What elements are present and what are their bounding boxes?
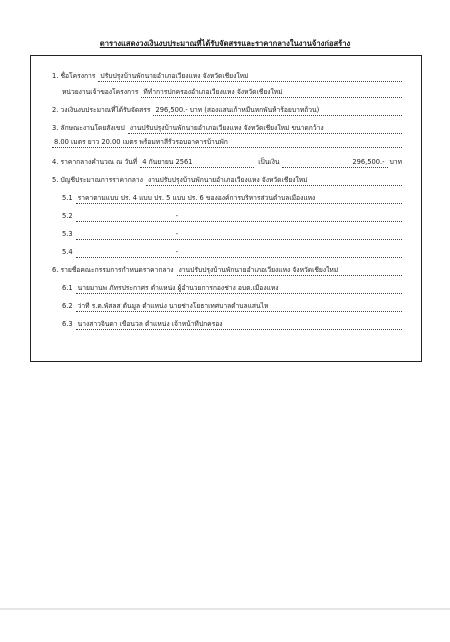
committee-6-1-value: นายมานพ ภัทรประกาศร ตำแหน่ง ผู้อำนวยการกองช่าง อบต.เมืองแหง	[76, 284, 402, 294]
scan-bottom-edge	[0, 608, 450, 610]
estimate-item-5-3	[62, 228, 402, 240]
median-price-unit: บาท	[389, 158, 402, 166]
work-description-value-2: 8.00 เมตร ยาว 20.00 เมตร พร้อมทาสีรั้วรอบอาคารบ้านพัก	[52, 138, 402, 148]
committee-6-2-value: ว่าที่ ร.ต.พัสลส ตั้นมูล ตำแหน่ง นายช่างโยธาเทศบาลตำบลแสนไห	[76, 302, 402, 312]
form-frame	[30, 55, 422, 362]
project-name-label: 1. ชื่อโครงการ	[52, 72, 96, 80]
committee-row	[52, 264, 402, 276]
committee-member-6-1	[62, 282, 402, 294]
project-name-value: ปรับปรุงบ้านพักนายอำเภอเวียงแหง จังหวัดเชียงใหม่	[98, 72, 402, 82]
work-description-row-2	[52, 138, 402, 150]
median-price-row	[52, 156, 402, 168]
estimate-5-4-label: 5.4	[62, 248, 73, 256]
budget-row	[52, 104, 402, 116]
estimate-5-1-value: ราคาตามแบบ ปร. 4 แบบ ปร. 5 แบบ ปร. 6 ขององค์การบริหารส่วนตำบลเมืองแหง	[76, 194, 402, 204]
committee-member-6-2	[62, 300, 402, 312]
median-price-amount: 296,500.-	[282, 158, 387, 168]
project-owner-value: ที่ทำการปกครองอำเภอเวียงแหง จังหวัดเชียงใหม่	[141, 88, 402, 98]
budget-value: 296,500.- บาท (สองแสนเก้าหมื่นหกพันห้าร้อยบาทถ้วน)	[153, 106, 402, 116]
estimate-5-1-label: 5.1	[62, 194, 73, 202]
median-price-date: 4 กันยายน 2561	[140, 158, 254, 168]
estimate-5-3-value: -	[76, 230, 402, 240]
budget-label: 2. วงเงินงบประมาณที่ได้รับจัดสรร	[52, 106, 151, 114]
estimate-5-2-label: 5.2	[62, 212, 73, 220]
work-description-row	[52, 122, 402, 134]
committee-6-2-label: 6.2	[62, 302, 73, 310]
estimate-item-5-1	[62, 192, 402, 204]
estimate-list-row	[52, 174, 402, 186]
estimate-5-4-value: -	[76, 248, 402, 258]
work-description-value: งานปรับปรุงบ้านพักนายอำเภอเวียงแหง จังหวัดเชียงใหม่ ขนาดกว้าง	[128, 124, 402, 134]
estimate-list-label: 5. บัญชีประมาณการราคากลาง	[52, 176, 143, 184]
work-description-label: 3. ลักษณะงานโดยสังเขป	[52, 124, 125, 132]
project-owner-row	[62, 86, 402, 98]
estimate-item-5-4	[62, 246, 402, 258]
page-title: ตารางแสดงวงเงินงบประมาณที่ได้รับจัดสรรและราคากลางในงานจ้างก่อสร้าง	[99, 39, 351, 48]
median-price-label: 4. ราคากลางคำนวณ ณ วันที่	[52, 158, 138, 166]
committee-6-3-value: นางสาวจินดา เขื่อนวล ตำแหน่ง เจ้าหน้าที่ปกครอง	[76, 320, 402, 330]
project-owner-label: หน่วยงานเจ้าของโครงการ	[62, 88, 139, 96]
estimate-5-2-value: -	[76, 212, 402, 222]
estimate-item-5-2	[62, 210, 402, 222]
estimate-5-3-label: 5.3	[62, 230, 73, 238]
committee-value: งานปรับปรุงบ้านพักนายอำเภอเวียงแหง จังหวัดเชียงใหม่	[177, 266, 402, 276]
committee-6-3-label: 6.3	[62, 320, 73, 328]
committee-6-1-label: 6.1	[62, 284, 73, 292]
committee-label: 6. รายชื่อคณะกรรมการกำหนดราคากลาง	[52, 266, 174, 274]
median-price-amount-label: เป็นเงิน	[258, 158, 280, 166]
estimate-list-value: งานปรับปรุงบ้านพักนายอำเภอเวียงแหง จังหวัดเชียงใหม่	[146, 176, 402, 186]
project-name-row	[52, 70, 402, 82]
committee-member-6-3	[62, 318, 402, 330]
